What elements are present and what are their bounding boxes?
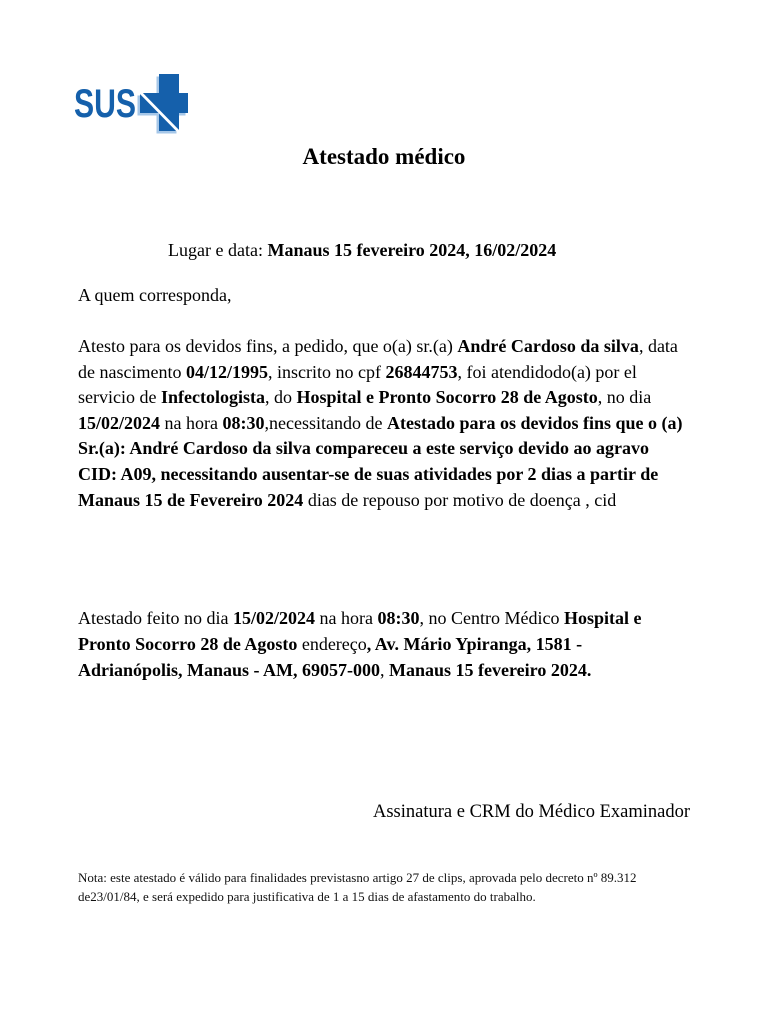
sus-logo-graphic — [74, 74, 194, 136]
footer-note: Nota: este atestado é válido para finalidades previstasno artigo 27 de clips, aprovada pelo decreto nº 89.312 de23/01/84, e será expedido para justificativa de 1 a 15 dias de afastamento do trabalho. — [78, 870, 637, 904]
place-date-line — [168, 240, 556, 261]
salutation: A quem corresponda, — [78, 285, 232, 305]
signature-line: Assinatura e CRM do Médico Examinador — [372, 802, 690, 822]
sus-cross-icon — [140, 74, 188, 131]
document-title: Atestado médico — [302, 144, 466, 169]
place-date-label: Lugar e data: — [168, 240, 268, 260]
sus-logo — [74, 74, 194, 136]
issuance-details-paragraph: Atestado feito no dia 15/02/2024 na hora 08:30, no Centro Médico Hospital e Pronto Socorro 28 de Agosto endereço, Av. Mário Ypiranga, 1581 - Adrianópolis, Manaus - AM, 69057-000, Manaus 15 fevereiro 2024. — [78, 608, 642, 680]
place-date-value: Manaus 15 fevereiro 2024, 16/02/2024 — [267, 240, 557, 260]
sus-logo-text: SUS — [74, 82, 136, 126]
certificate-statement-paragraph: Atesto para os devidos fins, a pedido, que o(a) sr.(a) André Cardoso da silva, data de nascimento 04/12/1995, inscrito no cpf 26844753, foi atendidodo(a) por el servicio de Infectologista, do Hospital e Pronto Socorro 28 de Agosto, no dia 15/02/2024 na hora 08:30,necessitando de Atestado para os devidos fins que o (a) Sr.(a): André Cardoso da silva compareceu a este serviço devido ao agravo CID: A09, necessitando ausentar-se de suas atividades por 2 dias a partir de Manaus 15 de Fevereiro 2024 dias de repouso por motivo de doença , cid — [78, 336, 683, 510]
